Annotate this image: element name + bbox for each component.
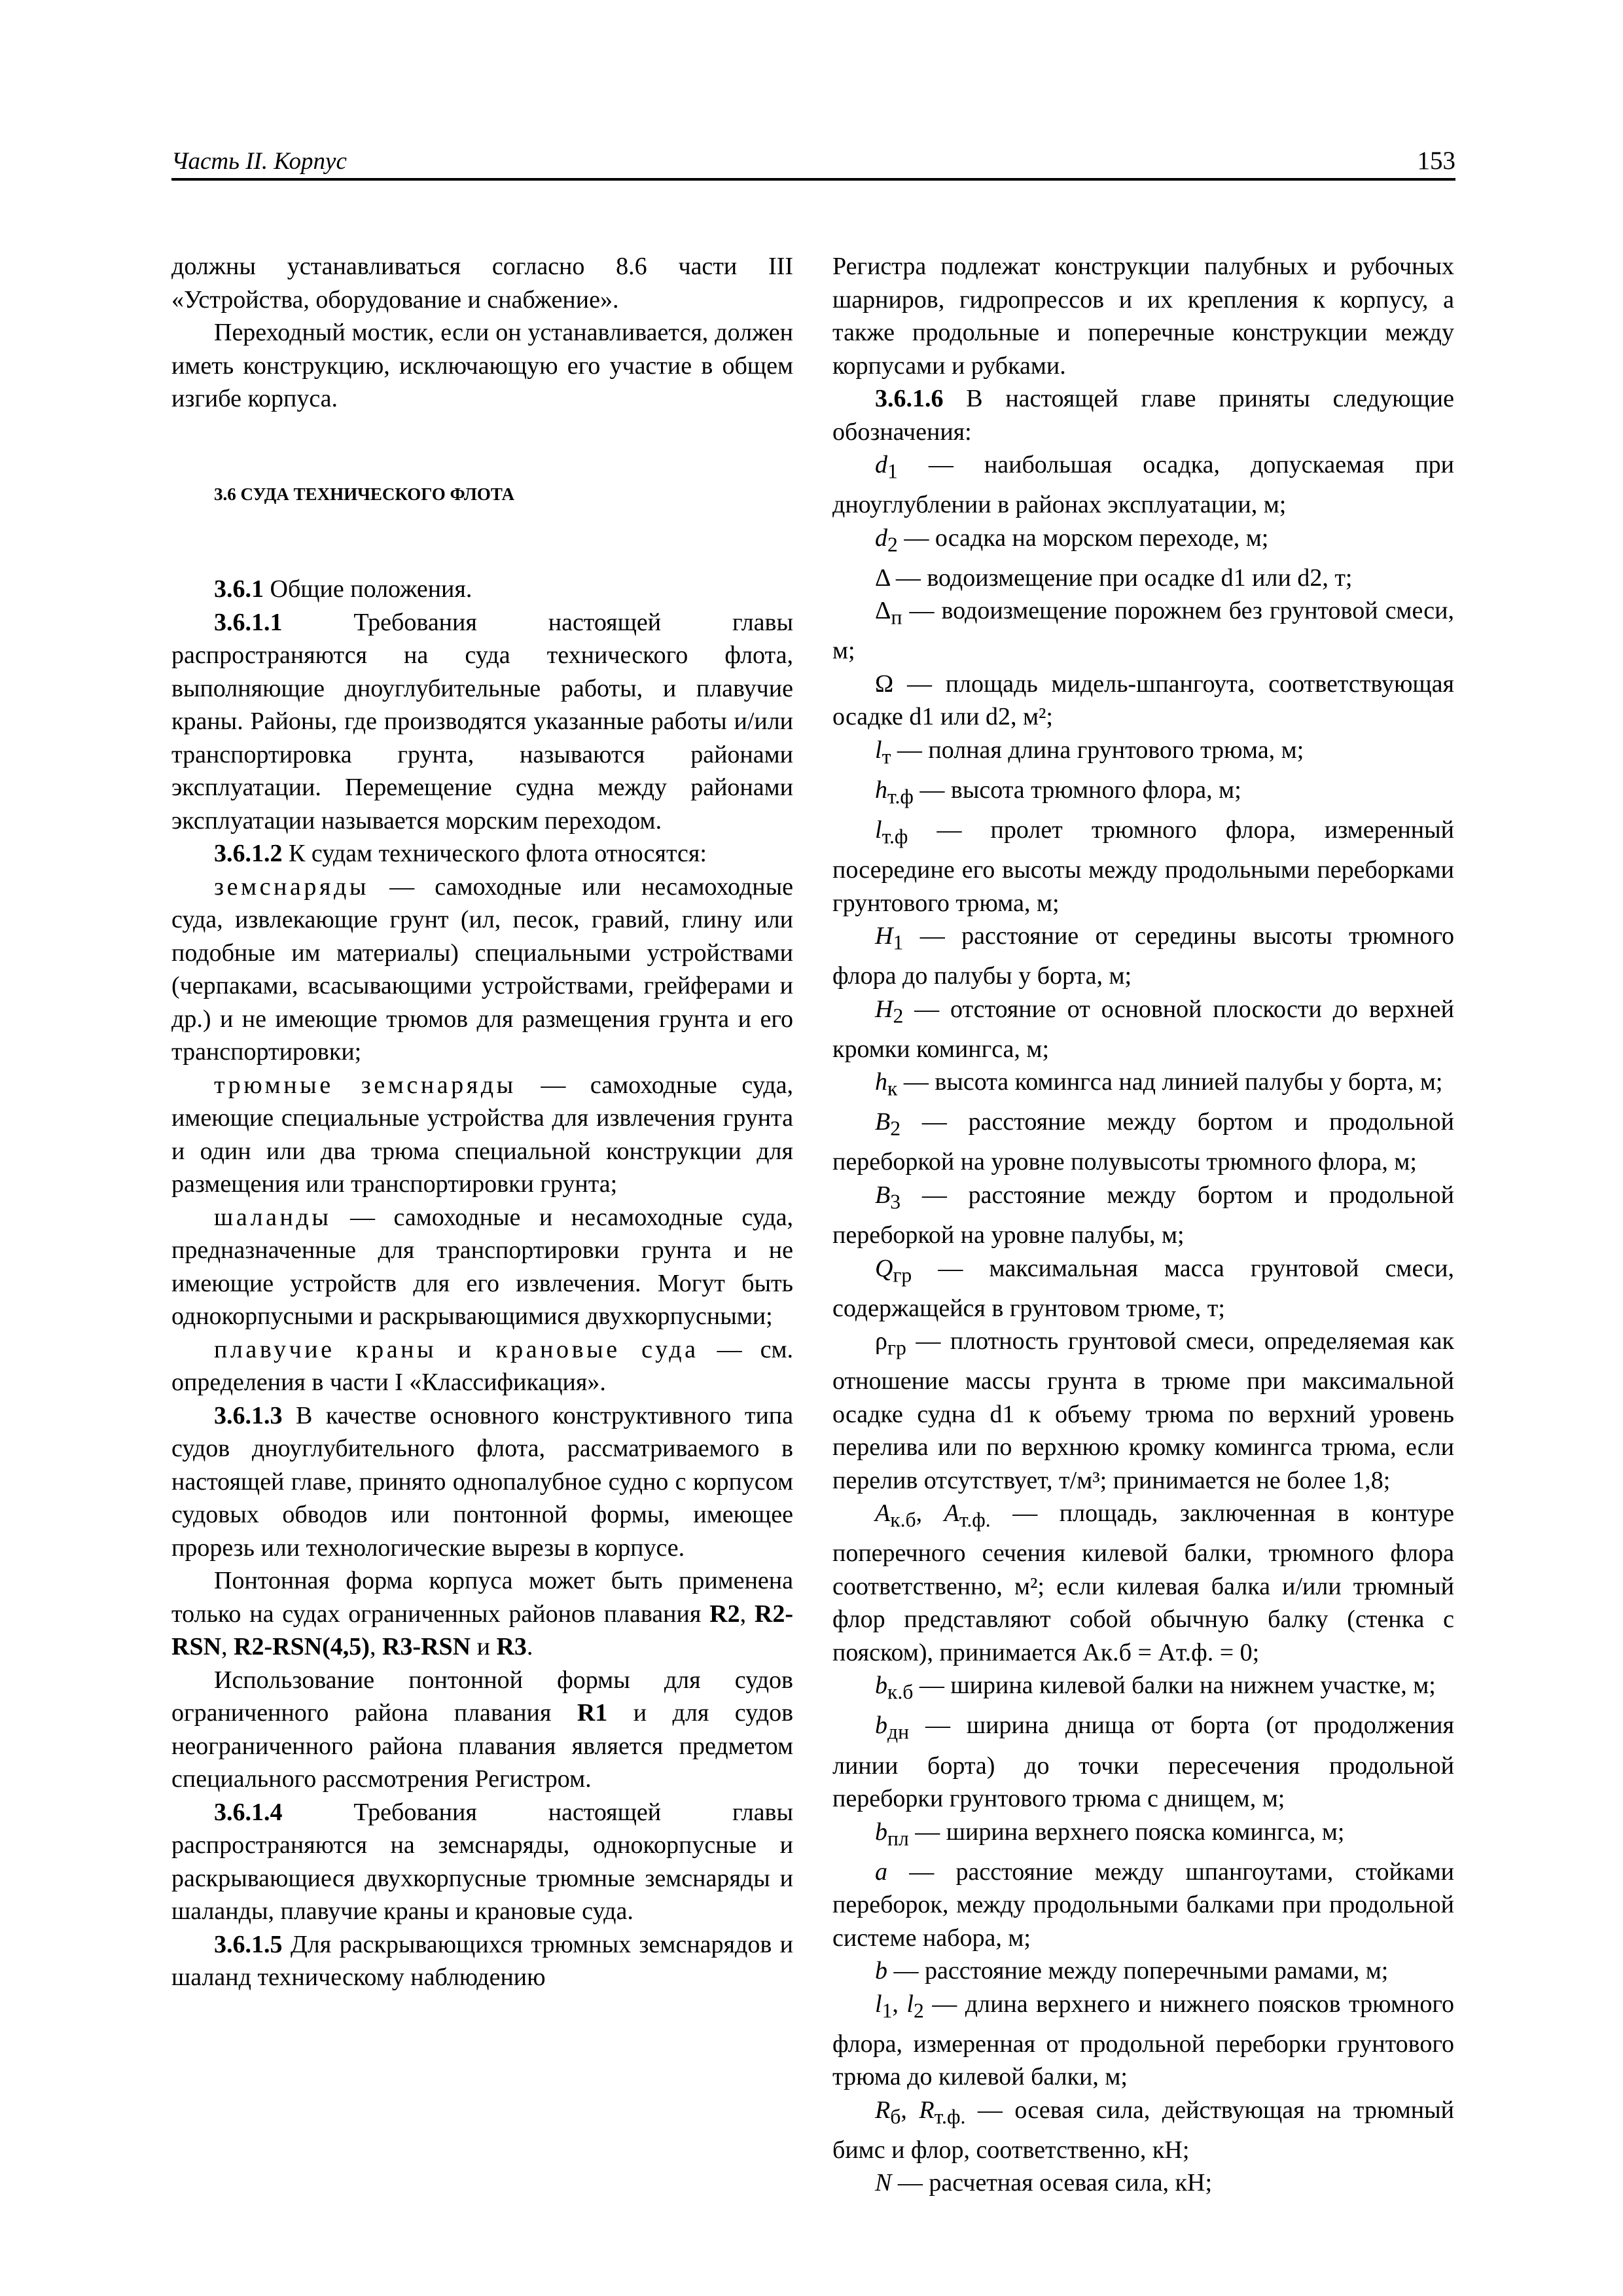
symbol-rb-rtf: $R_б$, $R_{т.ф.}$ — осевая сила, действующая на трюмный бимс и флор, соответственно, кН; [832, 2096, 1455, 2164]
symbol-d2: $d_2$ — осадка на морском переходе, м; [875, 524, 1269, 556]
left-column [171, 250, 793, 1994]
symbol-l1-l2: $l_1$, $l_2$ — длина верхнего и нижнего поясков трюмного флора, измеренная от продольной переборки грунтового трюма до килевой балки, м; [832, 1990, 1455, 2091]
symbol-definition: — расстояние от середины высоты трюмного флора до палубы у борта, м; [832, 922, 1454, 990]
paragraph-pontoon-form: Понтонная форма корпуса может быть применена только на судах ограниченных районов плавания R2, R2-RSN, R2-RSN(4,5), R3-RSN и R3. [171, 1567, 794, 1660]
symbol-qgr: $Q_{гр}$ — максимальная масса грунтовой смеси, содержащейся в грунтовом трюме, т; [832, 1254, 1454, 1322]
page-header [171, 145, 1455, 181]
symbol-definition: — ширина килевой балки на нижнем участке, м; [919, 1672, 1436, 1700]
symbol-definition: — водоизмещение порожнем без грунтовой смеси, м; [832, 597, 1454, 665]
clause-3-6-1-4 [171, 1796, 793, 1928]
symbol-definition: — осадка на морском переходе, м; [904, 524, 1269, 552]
definition-shalandy [171, 1201, 793, 1333]
symbol-definition: — ширина верхнего пояска комингса, м; [915, 1818, 1345, 1846]
term: земснаряды [214, 872, 369, 901]
definition-text: — самоходные и несамоходные суда, предназначенные для транспортировки грунта и не имеющие устройств для его извлечения. Могут быть однокорпусными и раскрывающимися двухкорпусными; [171, 1203, 793, 1330]
symbol-definition: — максимальная масса грунтовой смеси, содержащейся в грунтовом трюме, т; [832, 1254, 1454, 1322]
symbol-definition: — плотность грунтовой смеси, определяемая как отношение массы грунта в трюме при максимальной осадке судна d1 к объему трюма по верхний уровень перелива или по верхнюю кромку комингса трюма, если перелив отсутствует, т/м³; принимается не более 1,8; [832, 1327, 1454, 1494]
clause-number: 3.6.1.3 [214, 1401, 283, 1429]
symbol-b2: $B_2$ — расстояние между бортом и продольной переборкой на уровне полувысоты трюмного флора, м; [832, 1108, 1455, 1176]
definition-tryumnye-zemsnaryady [171, 1069, 793, 1201]
definition-text: — см. определения в части I «Классификация». [171, 1335, 793, 1396]
subsection-heading [171, 573, 793, 606]
symbol-h1: $H_1$ — расстояние от середины высоты трюмного флора до палубы у борта, м; [832, 922, 1454, 990]
area-code: R3 [496, 1633, 527, 1660]
symbol-akb: $A_{к.б}$, $A_{т.ф.}$ — площадь, заключенная в контуре поперечного сечения килевой балки, трюмного флора соответственно, м²; если килевая балка и/или трюмный флор представляют собой обычную балку (стенка с пояском), принимается Aк.б = Aт.ф. = 0; [832, 1499, 1455, 1666]
symbol-definition: — наибольшая осадка, допускаемая при дноуглублении в районах эксплуатации, м; [832, 451, 1454, 519]
clause-text: В качестве основного конструктивного типа судов дноуглубительного флота, рассматриваемого в настоящей главе, принято однопалубное судно с корпусом судовых обводов или понтонной формы, имеющее прорезь или технологические вырезы в корпусе. [171, 1401, 794, 1562]
symbol-definition: — полная длина грунтового трюма, м; [897, 736, 1304, 764]
symbol-rho: $\rho_{гр}$ — плотность грунтовой смеси, определяемая как отношение массы грунта в трюме при максимальной осадке судна d1 к объему трюма по верхний уровень перелива или по верхнюю кромку комингса трюма, если перелив отсутствует, т/м³; принимается не более 1,8; [832, 1327, 1454, 1494]
symbol-definition: — длина верхнего и нижнего поясков трюмного флора, измеренная от продольной переборки грунтового трюма до килевой балки, м; [832, 1990, 1455, 2091]
symbol-definition: — отстояние от основной плоскости до верхней кромки комингса, м; [832, 995, 1455, 1063]
right-column [832, 250, 1454, 2200]
clause-number: 3.6.1.1 [214, 608, 283, 636]
symbol-definition: — расстояние между бортом и продольной переборкой на уровне полувысоты трюмного флора, м; [832, 1108, 1455, 1176]
symbol-definition: — расстояние между шпангоутами, стойками переборок, между продольными балками при продольной системе набора, м; [832, 1857, 1454, 1952]
clause-number: 3.6.1.4 [214, 1798, 283, 1826]
clause-3-6-1-1 [171, 606, 793, 838]
symbol-ltf: $l_{т.ф}$ — пролет трюмного флора, измеренный посередине его высоты между продольными переборками грунтового трюма, м; [832, 816, 1454, 917]
area-code: R2 [709, 1600, 740, 1628]
paragraph-text: Использование понтонной формы для судов ограниченного района плавания [171, 1666, 793, 1727]
page-number: 153 [1417, 147, 1455, 175]
paragraph-pontoon-usage [171, 1664, 793, 1796]
clause-3-6-1-3 [171, 1399, 793, 1565]
symbol-definition: — ширина днища от борта (от продолжения линии борта) до точки пересечения продольной переборки грунтового трюма с днищем, м; [832, 1712, 1454, 1812]
area-code: R3-RSN [382, 1633, 471, 1660]
symbol-delta-p: $\Delta_п$ — водоизмещение порожнем без грунтовой смеси, м; [832, 597, 1454, 665]
area-code: R2-RSN(4,5) [234, 1633, 370, 1660]
clause-text: Для раскрывающихся трюмных земснарядов и шаланд техническому наблюдению [171, 1930, 794, 1991]
subsection-title: Общие положения. [270, 575, 473, 603]
definition-text: — самоходные или несамоходные суда, извлекающие грунт (ил, песок, гравий, глину или подобные им материалы) специальными устройствами (черпаками, всасывающими устройствами, грейферами и др.) и не имеющие трюмов для размещения грунта и его транспортировки; [171, 872, 793, 1066]
symbol-definition: — расчетная осевая сила, кН; [897, 2169, 1213, 2197]
paragraph-text: Понтонная форма корпуса может быть применена только на судах ограниченных районов плавания [171, 1567, 793, 1628]
section-heading: 3.6 СУДА ТЕХНИЧЕСКОГО ФЛОТА [214, 484, 514, 504]
paragraph: должны устанавливаться согласно 8.6 части III «Устройства, оборудование и снабжение». [171, 253, 793, 314]
paragraph: Переходный мостик, если он устанавливается, должен иметь конструкцию, исключающую его участие в общем изгибе корпуса. [171, 319, 793, 412]
symbol-definition: — расстояние между поперечными рамами, м; [893, 1957, 1389, 1985]
clause-text: В настоящей главе приняты следующие обозначения: [832, 385, 1455, 446]
clause-3-6-1-2 [171, 837, 793, 870]
symbol-definition: — высота комингса над линией палубы у борта, м; [903, 1068, 1443, 1096]
clause-number: 3.6.1 [214, 575, 264, 603]
clause-number: 3.6.1.2 [214, 840, 283, 867]
symbol-definition: — высота трюмного флора, м; [919, 776, 1241, 804]
symbol-definition: — площадь, заключенная в контуре поперечного сечения килевой балки, трюмного флора соответственно, м²; если килевая балка и/или трюмный флор представляют собой обычную балку (стенка с пояском), принимается Aк.б = Aт.ф. = 0; [832, 1499, 1455, 1666]
area-code: R2-RSN [171, 1600, 794, 1660]
symbol-bpl: $b_{пл}$ — ширина верхнего пояска комингса, м; [875, 1818, 1345, 1850]
paragraph-text: и для судов неограниченного района плавания является предметом специального рассмотрения Регистром. [171, 1699, 794, 1793]
symbol-bdn: $b_{дн}$ — ширина днища от борта (от продолжения линии борта) до точки пересечения продольной переборки грунтового трюма с днищем, м; [832, 1712, 1454, 1812]
symbol-htf: $h_{т.ф}$ — высота трюмного флора, м; [875, 776, 1241, 808]
symbol-definition: — пролет трюмного флора, измеренный посередине его высоты между продольными переборками грунтового трюма, м; [832, 816, 1454, 917]
running-title: Часть II. Корпус [171, 148, 347, 175]
symbol-definition: — расстояние между бортом и продольной переборкой на уровне палубы, м; [832, 1181, 1455, 1249]
clause-3-6-1-5 [171, 1928, 793, 1994]
symbol-n: N — расчетная осевая сила, кН; [875, 2169, 1213, 2197]
symbol-a: a — расстояние между шпангоутами, стойками переборок, между продольными балками при продольной системе набора, м; [832, 1857, 1454, 1952]
clause-text: К судам технического флота относятся: [289, 840, 707, 867]
symbol-definition: — водоизмещение при осадке d1 или d2, т; [895, 564, 1353, 592]
clause-number: 3.6.1.6 [875, 385, 944, 412]
symbol-omega: Ω — площадь мидель-шпангоута, соответствующая осадке d1 или d2, м²; [832, 670, 1454, 731]
term: шаланды [214, 1203, 332, 1231]
paragraph: Регистра подлежат конструкции палубных и рубочных шарниров, гидропрессов и их крепления к корпусу, а также продольные и поперечные конструкции между корпусами и рубками. [832, 253, 1454, 380]
symbol-d1: $d_1$ — наибольшая осадка, допускаемая при дноуглублении в районах эксплуатации, м; [832, 451, 1454, 519]
area-code: R1 [577, 1699, 608, 1727]
clause-text: Требования настоящей главы распространяются на суда технического флота, выполняющие дноуглубительные работы, и плавучие краны. Районы, где производятся указанные работы и/или транспортировка грунта, называются районами эксплуатации. Перемещение судна между районами эксплуатации называется морским переходом. [171, 608, 793, 834]
symbol-bkb: $b_{к.б}$ — ширина килевой балки на нижнем участке, м; [875, 1672, 1436, 1704]
conjunction: и [476, 1633, 490, 1660]
definition-plavuchie-krany [171, 1333, 793, 1399]
symbol-b: b — расстояние между поперечными рамами, м; [875, 1957, 1389, 1985]
symbol-lt: $l_т$ — полная длина грунтового трюма, м; [875, 736, 1304, 768]
definition-text: — самоходные суда, имеющие специальные устройства для извлечения грунта и один или два трюма специальной конструкции для размещения или транспортировки грунта; [171, 1071, 794, 1198]
symbol-delta: Δ — водоизмещение при осадке d1 или d2, т; [875, 564, 1353, 592]
symbol-h2: $H_2$ — отстояние от основной плоскости до верхней кромки комингса, м; [832, 995, 1455, 1063]
symbol-b3: $B_3$ — расстояние между бортом и продольной переборкой на уровне палубы, м; [832, 1181, 1455, 1249]
clause-text: Требования настоящей главы распространяются на земснаряды, однокорпусные и раскрывающиеся двухкорпусные трюмные земснаряды и шаланды, плавучие краны и крановые суда. [171, 1798, 793, 1925]
clause-3-6-1-6 [832, 382, 1454, 448]
clause-number: 3.6.1.5 [214, 1930, 283, 1958]
definition-zemsnaryady [171, 870, 793, 1069]
symbol-definition: — площадь мидель-шпангоута, соответствующая осадке d1 или d2, м²; [832, 670, 1454, 731]
symbol-hk: $h_к$ — высота комингса над линией палубы у борта, м; [875, 1068, 1443, 1100]
symbol-definition: — осевая сила, действующая на трюмный бимс и флор, соответственно, кН; [832, 2096, 1455, 2164]
term: трюмные земснаряды [214, 1071, 516, 1099]
term: плавучие краны и крановые суда [214, 1335, 699, 1363]
